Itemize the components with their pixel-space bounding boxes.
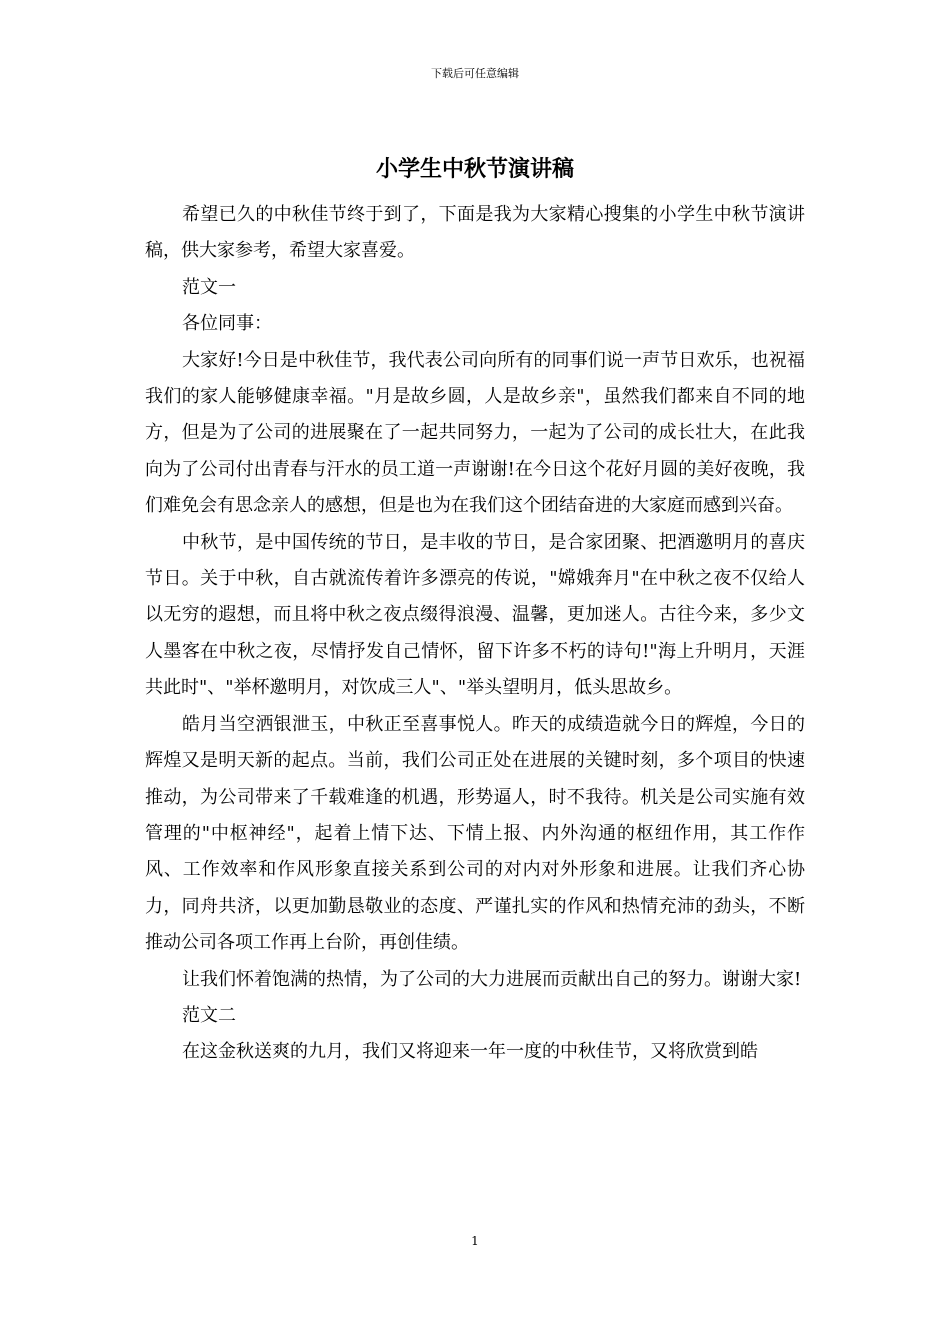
paragraph-achievements: 皓月当空洒银泄玉，中秋正至喜事悦人。昨天的成绩造就今日的辉煌，今日的辉煌又是明天新的起点。当前，我们公司正处在进展的关键时刻，多个项目的快速推动，为公司带来了千载难逢的机遇，形势逼人，时不我待。机关是公司实施有效管理的"中枢神经"，起着上情下达、下情上报、内外沟通的枢纽作用，其工作作风、工作效率和作风形象直接关系到公司的对内对外形象和进展。让我们齐心协力，同舟共济，以更加勤恳敬业的态度、严谨扎实的作风和热情充沛的劲头，不断推动公司各项工作再上台阶，再创佳绩。 <box>145 713 805 954</box>
document-title: 小学生中秋节演讲稿 <box>375 156 574 182</box>
section-heading-sample-two: 范文二 <box>182 1004 236 1026</box>
paragraph-greeting: 大家好!今日是中秋佳节，我代表公司向所有的同事们说一声节日欢乐，也祝福我们的家人能够健康幸福。"月是故乡圆，人是故乡亲"，虽然我们都来自不同的地方，但是为了公司的进展聚在了一起共同努力，一起为了公司的成长壮大，在此我向为了公司付出青春与汗水的员工道一声谢谢!在今日这个花好月圆的美好夜晚，我们难免会有思念亲人的感想，但是也为在我们这个团结奋进的大家庭而感到兴奋。 <box>145 349 805 517</box>
paragraph-salutation: 各位同事： <box>182 313 272 335</box>
page-number: 1 <box>471 1234 479 1248</box>
paragraph-intro: 希望已久的中秋佳节终于到了，下面是我为大家精心搜集的小学生中秋节演讲稿，供大家参考，希望大家喜爱。 <box>145 204 805 262</box>
section-heading-sample-one: 范文一 <box>182 276 236 298</box>
page-header-note: 下载后可任意编辑 <box>431 67 519 80</box>
paragraph-sample-two-opening: 在这金秋送爽的九月，我们又将迎来一年一度的中秋佳节，又将欣赏到皓 <box>182 1041 758 1063</box>
document-body <box>145 197 805 1071</box>
paragraph-festival: 中秋节，是中国传统的节日，是丰收的节日，是合家团聚、把酒邀明月的喜庆节日。关于中秋，自古就流传着许多漂亮的传说，"嫦娥奔月"在中秋之夜不仅给人以无穷的遐想，而且将中秋之夜点缀得浪漫、温馨，更加迷人。古往今来，多少文人墨客在中秋之夜，尽情抒发自己情怀，留下许多不朽的诗句!"海上升明月，天涯共此时"、"举杯邀明月，对饮成三人"、"举头望明月，低头思故乡。 <box>145 531 805 699</box>
paragraph-closing: 让我们怀着饱满的热情，为了公司的大力进展而贡献出自己的努力。谢谢大家! <box>182 968 802 990</box>
